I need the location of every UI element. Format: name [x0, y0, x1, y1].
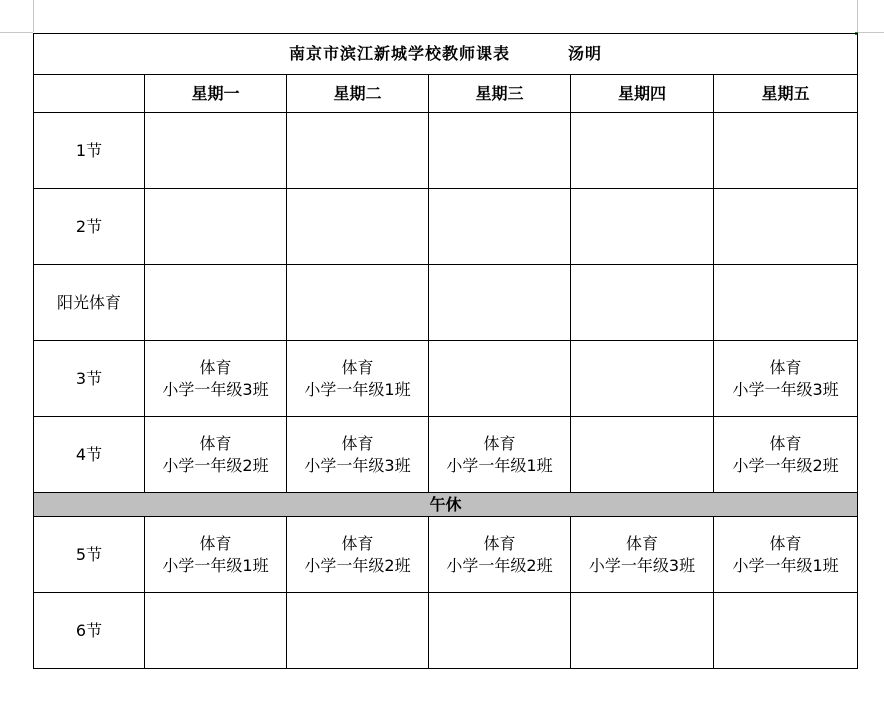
class-name: 小学一年级2班: [162, 455, 269, 475]
day-header-fri[interactable]: 星期五: [714, 75, 858, 113]
course-name: 体育: [769, 533, 802, 553]
schedule-cell[interactable]: [429, 265, 571, 341]
class-name: 小学一年级2班: [732, 455, 839, 475]
period-row: [34, 113, 858, 189]
period-label-cell[interactable]: 2节: [34, 189, 145, 265]
schedule-cell[interactable]: [714, 517, 858, 593]
class-name: 小学一年级2班: [446, 555, 553, 575]
schedule-cell[interactable]: [429, 517, 571, 593]
class-name: 小学一年级3班: [304, 455, 411, 475]
period-label-cell[interactable]: 阳光体育: [34, 265, 145, 341]
schedule-cell[interactable]: [571, 517, 714, 593]
teacher-schedule-table: [33, 33, 858, 669]
schedule-cell[interactable]: [714, 189, 858, 265]
weekday-header-row: [34, 75, 858, 113]
schedule-cell[interactable]: [714, 417, 858, 493]
class-name: 小学一年级2班: [304, 555, 411, 575]
lunch-break-row: [34, 493, 858, 517]
schedule-cell[interactable]: [287, 517, 429, 593]
course-name: 体育: [199, 533, 232, 553]
schedule-cell[interactable]: [571, 341, 714, 417]
schedule-cell[interactable]: [571, 593, 714, 669]
schedule-cell[interactable]: [287, 113, 429, 189]
lunch-break-label[interactable]: 午休: [34, 493, 858, 517]
day-header-thu[interactable]: 星期四: [571, 75, 714, 113]
course-name: 体育: [341, 533, 374, 553]
period-label-cell[interactable]: 6节: [34, 593, 145, 669]
class-name: 小学一年级1班: [446, 455, 553, 475]
schedule-cell[interactable]: [429, 189, 571, 265]
period-row: [34, 417, 858, 493]
schedule-cell[interactable]: [287, 341, 429, 417]
period-label-cell[interactable]: 4节: [34, 417, 145, 493]
schedule-cell[interactable]: [429, 417, 571, 493]
schedule-cell[interactable]: [145, 593, 287, 669]
period-row: [34, 517, 858, 593]
period-label-cell[interactable]: 5节: [34, 517, 145, 593]
course-name: 体育: [769, 357, 802, 377]
schedule-cell[interactable]: [429, 341, 571, 417]
period-label-cell[interactable]: 1节: [34, 113, 145, 189]
teacher-name: 汤明: [568, 44, 603, 63]
schedule-cell[interactable]: [287, 189, 429, 265]
course-name: 体育: [625, 533, 658, 553]
course-name: 体育: [199, 433, 232, 453]
period-row: [34, 593, 858, 669]
course-name: 体育: [199, 357, 232, 377]
schedule-cell[interactable]: [145, 417, 287, 493]
schedule-cell[interactable]: [571, 265, 714, 341]
schedule-cell[interactable]: [287, 265, 429, 341]
schedule-cell[interactable]: [571, 417, 714, 493]
schedule-cell[interactable]: [287, 593, 429, 669]
class-name: 小学一年级3班: [588, 555, 696, 575]
period-row: [34, 341, 858, 417]
schedule-cell[interactable]: [714, 593, 858, 669]
day-header-mon[interactable]: 星期一: [145, 75, 287, 113]
schedule-cell[interactable]: [714, 113, 858, 189]
page-corner-mark: [857, 32, 884, 33]
page-corner-mark: [33, 0, 34, 32]
class-name: 小学一年级3班: [162, 379, 269, 399]
course-name: 体育: [483, 433, 516, 453]
schedule-cell[interactable]: [145, 517, 287, 593]
period-label-cell[interactable]: 3节: [34, 341, 145, 417]
period-row: [34, 189, 858, 265]
schedule-cell[interactable]: [714, 265, 858, 341]
schedule-title-cell[interactable]: [34, 34, 858, 75]
schedule-cell[interactable]: [145, 265, 287, 341]
class-name: 小学一年级1班: [162, 555, 269, 575]
schedule-cell[interactable]: [571, 113, 714, 189]
schedule-cell[interactable]: [145, 341, 287, 417]
school-schedule-title: 南京市滨江新城学校教师课表: [289, 44, 511, 63]
schedule-cell[interactable]: [145, 113, 287, 189]
page-corner-mark: [857, 0, 858, 32]
schedule-cell[interactable]: [287, 417, 429, 493]
course-name: 体育: [341, 357, 374, 377]
schedule-cell[interactable]: [571, 189, 714, 265]
period-row: [34, 265, 858, 341]
schedule-cell[interactable]: [714, 341, 858, 417]
schedule-cell[interactable]: [429, 593, 571, 669]
course-name: 体育: [483, 533, 516, 553]
page-corner-mark: [0, 32, 33, 33]
day-header-wed[interactable]: 星期三: [429, 75, 571, 113]
course-name: 体育: [769, 433, 802, 453]
class-name: 小学一年级1班: [304, 379, 411, 399]
course-name: 体育: [341, 433, 374, 453]
day-header-tue[interactable]: 星期二: [287, 75, 429, 113]
class-name: 小学一年级3班: [732, 379, 839, 399]
schedule-cell[interactable]: [145, 189, 287, 265]
class-name: 小学一年级1班: [732, 555, 839, 575]
schedule-cell[interactable]: [429, 113, 571, 189]
corner-header-cell[interactable]: [34, 75, 145, 113]
